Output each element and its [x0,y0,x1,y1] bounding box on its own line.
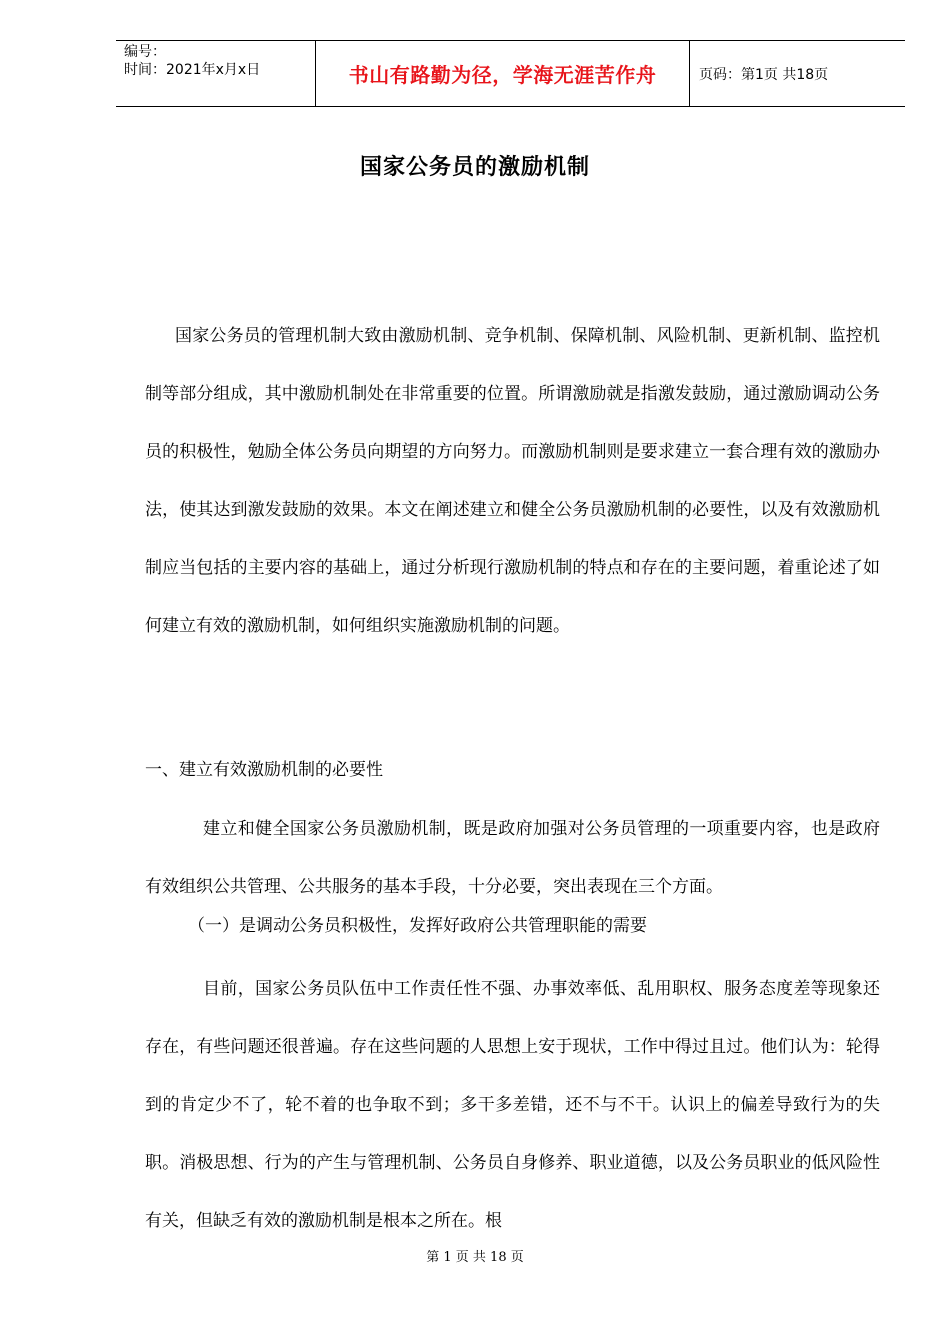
section-heading-1: 一、建立有效激励机制的必要性 [145,760,383,780]
header-motto-cell [316,41,690,106]
serial-number-label: 编号： [124,44,166,60]
header-page-cell [690,41,905,106]
page-info-label: 页码：第1页 共18页 [699,66,829,83]
intro-paragraph: 国家公务员的管理机制大致由激励机制、竞争机制、保障机制、风险机制、更新机制、监控机制等部分组成，其中激励机制处在非常重要的位置。所谓激励就是指激发鼓励，通过激励调动公务员的积极性，勉励全体公务员向期望的方向努力。而激励机制则是要求建立一套合理有效的激励办法，使其达到激发鼓励的效果。本文在阐述建立和健全公务员激励机制的必要性，以及有效激励机制应当包括的主要内容的基础上，通过分析现行激励机制的特点和存在的主要问题，着重论述了如何建立有效的激励机制，如何组织实施激励机制的问题。 [145,326,880,636]
subsection-heading-1: （一）是调动公务员积极性，发挥好政府公共管理职能的需要 [188,916,647,936]
date-label: 时间：2021年x月x日 [124,62,261,78]
page-header-table [116,40,905,107]
document-title: 国家公务员的激励机制 [359,155,590,180]
subsection-1-paragraph: 目前，国家公务员队伍中工作责任性不强、办事效率低、乱用职权、服务态度差等现象还存在，有些问题还很普遍。存在这些问题的人思想上安于现状，工作中得过且过。他们认为：轮得到的肯定少不了，轮不着的也争取不到；多干多差错，还不与不干。认识上的偏差导致行为的失职。消极思想、行为的产生与管理机制、公务员自身修养、职业道德，以及公务员职业的低风险性有关，但缺乏有效的激励机制是根本之所在。根 [145,979,880,1231]
motto-text: 书山有路勤为径，学海无涯苦作舟 [348,63,657,87]
page-footer: 第 1 页 共 18 页 [426,1250,524,1265]
header-meta-cell [116,41,316,106]
section-1-paragraph: 建立和健全国家公务员激励机制，既是政府加强对公务员管理的一项重要内容，也是政府有效组织公共管理、公共服务的基本手段，十分必要，突出表现在三个方面。 [145,819,880,897]
